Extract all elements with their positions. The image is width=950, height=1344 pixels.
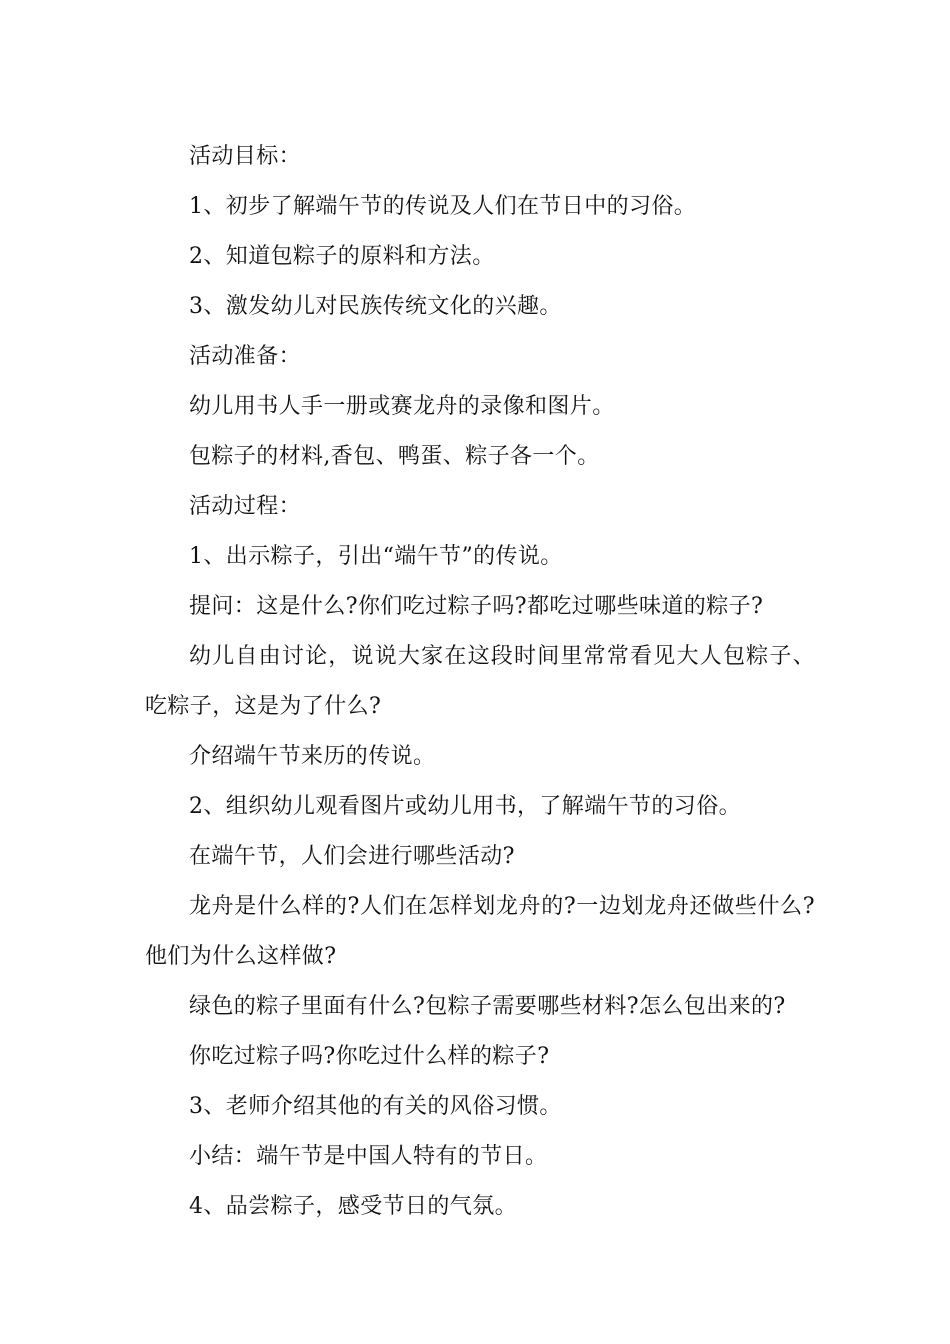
section-heading-preparation: 活动准备： (189, 344, 302, 369)
process-discussion: 幼儿自由讨论，说说大家在这段时间里常常看见大人包粽子、吃粽子，这是为了什么? (145, 644, 815, 719)
goal-item-3: 3、激发幼儿对民族传统文化的兴趣。 (189, 294, 562, 319)
section-heading-process: 活动过程： (189, 494, 302, 519)
preparation-item-2: 包粽子的材料,香包、鸭蛋、粽子各一个。 (189, 444, 600, 469)
process-zongzi-question: 绿色的粽子里面有什么?包粽子需要哪些材料?怎么包出来的? (189, 994, 786, 1019)
process-question: 提问：这是什么?你们吃过粽子吗?都吃过哪些味道的粽子? (189, 594, 764, 619)
process-step-4: 4、品尝粽子，感受节日的气氛。 (189, 1194, 517, 1219)
process-activities-question: 在端午节，人们会进行哪些活动? (189, 844, 515, 869)
goal-item-2: 2、知道包粽子的原料和方法。 (189, 244, 495, 269)
process-step-3: 3、老师介绍其他的有关的风俗习惯。 (189, 1094, 562, 1119)
document-body (145, 132, 815, 1232)
process-eaten-question: 你吃过粽子吗?你吃过什么样的粽子? (189, 1044, 550, 1069)
preparation-item-1: 幼儿用书人手一册或赛龙舟的录像和图片。 (189, 394, 615, 419)
process-step-2: 2、组织幼儿观看图片或幼儿用书，了解端午节的习俗。 (189, 794, 741, 819)
process-dragon-boat-question: 龙舟是什么样的?人们在怎样划龙舟的?一边划龙舟还做些什么?他们为什么这样做? (145, 894, 815, 969)
process-legend-intro: 介绍端午节来历的传说。 (189, 744, 436, 769)
section-heading-goals: 活动目标： (189, 144, 302, 169)
process-summary: 小结：端午节是中国人特有的节日。 (189, 1144, 548, 1169)
goal-item-1: 1、初步了解端午节的传说及人们在节日中的习俗。 (189, 194, 697, 219)
process-step-1: 1、出示粽子，引出“端午节”的传说。 (189, 544, 563, 569)
